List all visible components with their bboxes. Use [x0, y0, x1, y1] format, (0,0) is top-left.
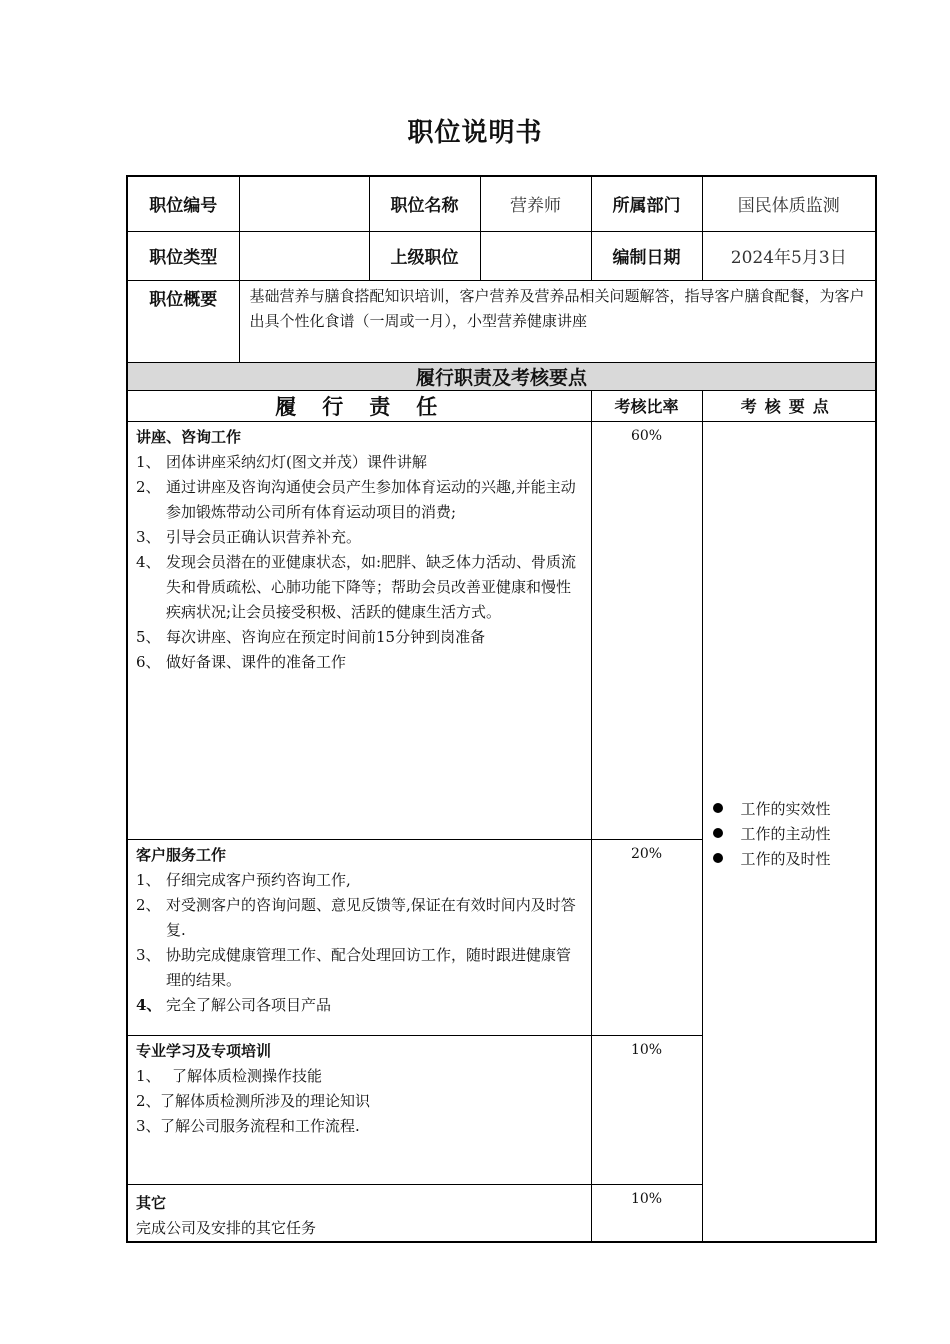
label-date: 编制日期: [591, 231, 702, 280]
list-item: 1、 了解体质检测操作技能: [136, 1066, 323, 1085]
label-position-type: 职位类型: [127, 231, 239, 280]
list-item: 1、 仔细完成客户预约咨询工作,: [136, 870, 351, 889]
bullet-icon: [713, 853, 723, 863]
value-position-type: [239, 231, 369, 280]
ratio-value: 10%: [591, 1184, 702, 1242]
list-item: 2、 对受测客户的咨询问题、意见反馈等,保证在有效时间内及时答复.: [136, 895, 576, 939]
list-item: 6、 做好备课、课件的准备工作: [136, 652, 347, 671]
summary-text: 基础营养与膳食搭配知识培训，客户营养及营养品相关问题解答，指导客户膳食配餐，为客户出具个性化食谱（一周或一月），小型营养健康讲座: [239, 280, 876, 362]
section-banner: 履行职责及考核要点: [127, 362, 876, 390]
list-item: 5、 每次讲座、咨询应在预定时间前15分钟到岗准备: [136, 627, 486, 646]
ratio-value: 60%: [591, 421, 702, 839]
job-description-table: [126, 175, 877, 1243]
label-position-code: 职位编号: [127, 176, 239, 231]
list-item: 3、 引导会员正确认识营养补充。: [136, 527, 362, 546]
duty-section: [127, 1035, 591, 1184]
label-summary: 职位概要: [127, 280, 239, 362]
value-date: 2024年5月3日: [702, 231, 876, 280]
value-department: 国民体质监测: [702, 176, 876, 231]
list-item: 工作的主动性: [713, 821, 831, 846]
column-header-points: 考核要点: [702, 390, 876, 421]
label-superior: 上级职位: [369, 231, 480, 280]
value-position-code: [239, 176, 369, 231]
list-item: 3、 了解公司服务流程和工作流程.: [136, 1116, 360, 1135]
list-item: 工作的实效性: [713, 796, 831, 821]
duty-section: [127, 421, 591, 839]
assessment-points-cell: [702, 421, 876, 1242]
ratio-value: 10%: [591, 1035, 702, 1184]
list-item: 2、 通过讲座及咨询沟通使会员产生参加体育运动的兴趣,并能主动参加锻炼带动公司所有体育运动项目的消费;: [136, 477, 576, 521]
section-title: 客户服务工作: [136, 845, 227, 864]
duty-section: [127, 1184, 591, 1242]
duty-section: [127, 839, 591, 1035]
list-item: 4、 完全了解公司各项目产品: [136, 995, 332, 1014]
label-department: 所属部门: [591, 176, 702, 231]
list-item: 工作的及时性: [713, 846, 831, 871]
list-item: 3、 协助完成健康管理工作、配合处理回访工作，随时跟进健康管理的结果。: [136, 945, 572, 989]
list-item: 2、 了解体质检测所涉及的理论知识: [136, 1091, 371, 1110]
bullet-icon: [713, 828, 723, 838]
column-header-ratio: 考核比率: [591, 390, 702, 421]
label-position-name: 职位名称: [369, 176, 480, 231]
bullet-icon: [713, 803, 723, 813]
section-title: 其它: [136, 1193, 167, 1212]
list-item: 4、 发现会员潜在的亚健康状态，如:肥胖、缺乏体力活动、骨质流失和骨质疏松、心肺功能下降等；帮助会员改善亚健康和慢性疾病状况;让会员接受积极、活跃的健康生活方式。: [136, 552, 577, 621]
ratio-value: 20%: [591, 839, 702, 1035]
list-item: 完成公司及安排的其它任务: [136, 1218, 317, 1237]
value-superior: [480, 231, 591, 280]
section-title: 讲座、咨询工作: [136, 427, 242, 446]
page-title: 职位说明书: [407, 118, 543, 148]
list-item: 1、 团体讲座采纳幻灯(图文并茂）课件讲解: [136, 452, 427, 471]
section-title: 专业学习及专项培训: [136, 1041, 272, 1060]
column-header-duty: 履行责任: [127, 390, 591, 421]
value-position-name: 营养师: [480, 176, 591, 231]
